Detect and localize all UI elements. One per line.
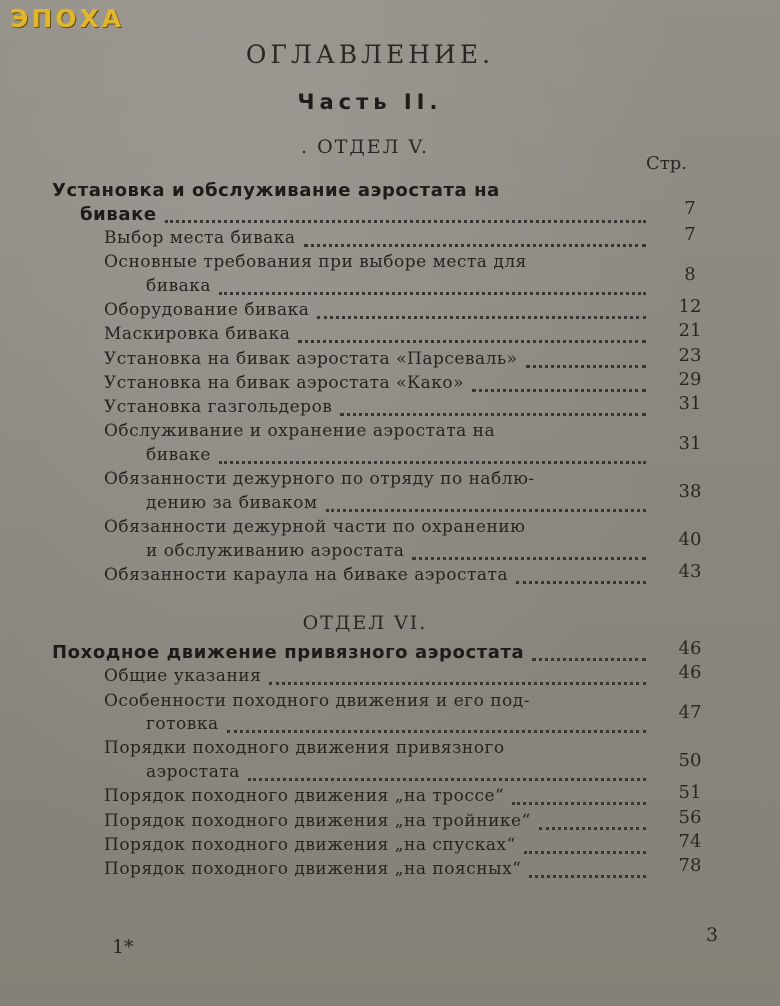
dot-leader: [529, 875, 646, 878]
toc-chapter-title: биваке: [80, 203, 157, 225]
toc-page-number: 78: [678, 855, 702, 877]
toc-entry-title: Установка на бивак аэростата «Парсеваль»: [104, 348, 518, 369]
dot-leader: [165, 220, 646, 223]
section-heading: ОТДЕЛ VI.: [302, 612, 428, 634]
toc-entry-title: Обязанности дежурной части по охранению: [104, 517, 526, 537]
toc-chapter-title: Установка и обслуживание аэростата на: [52, 180, 500, 201]
dot-leader: [532, 658, 646, 661]
toc-page-number: 29: [678, 368, 702, 390]
printer-signature: 1*: [112, 936, 134, 958]
toc-entry-title: аэростата: [146, 761, 240, 782]
toc-page-number: 51: [678, 782, 702, 804]
toc-page-number: 40: [678, 528, 702, 550]
toc-page-number: 50: [678, 749, 702, 771]
toc-entry-title: Маскировка бивака: [104, 324, 291, 345]
toc-page-number: 47: [678, 702, 702, 724]
toc-entry-title: Обслуживание и охранение аэростата на: [104, 421, 496, 442]
dot-leader: [326, 509, 646, 512]
toc-page-number: 46: [678, 662, 702, 684]
toc-entry-title: готовка: [146, 714, 219, 735]
dot-leader: [340, 413, 646, 416]
toc-entry-title: бивака: [146, 275, 212, 296]
dot-leader: [248, 778, 646, 781]
dot-leader: [219, 461, 646, 464]
toc-entry-title: биваке: [146, 444, 211, 465]
toc-chapter-title: Походное движение привязного аэростата: [52, 642, 525, 663]
dot-leader: [219, 292, 646, 295]
toc-entry-title: Установка на бивак аэростата «Како»: [104, 372, 465, 393]
toc-entry-title: Установка газгольдеров: [104, 397, 333, 418]
dot-leader: [524, 851, 646, 854]
dot-leader: [472, 389, 646, 392]
toc-entry-title: Обязанности дежурного по отряду по наблю-: [104, 469, 535, 490]
toc-page-number: 12: [678, 295, 702, 317]
toc-entry-title: Порядок походного движения „на спусках“: [104, 834, 516, 855]
toc-entry-title: и обслуживанию аэростата: [146, 540, 405, 561]
dot-leader: [516, 581, 646, 584]
section-heading: . ОТДЕЛ V.: [301, 136, 429, 158]
toc-entry-title: Порядки походного движения привязного: [104, 738, 505, 759]
page-column-label: Стр.: [646, 153, 687, 174]
toc-entry-title: Порядок походного движения „на троссе“: [104, 786, 505, 807]
dot-leader: [304, 244, 646, 247]
toc-page-number: 74: [678, 830, 702, 852]
page-title: ОГЛАВЛЕНИЕ.: [245, 40, 495, 69]
dot-leader: [269, 682, 646, 685]
toc-page-number: 46: [678, 638, 702, 659]
toc-entry-title: Порядок походного движения „на поясных“: [104, 859, 522, 880]
dot-leader: [227, 730, 646, 733]
toc-page-number: 38: [678, 480, 702, 502]
toc-entry-title: Общие указания: [104, 666, 262, 687]
watermark-logo: ЭПОХА: [10, 4, 125, 33]
part-title: Часть II.: [297, 90, 443, 114]
toc-page-number: 8: [684, 263, 696, 285]
toc-page-number: 21: [678, 320, 702, 342]
toc-page-number: 43: [678, 560, 702, 582]
dot-leader: [298, 340, 646, 343]
dot-leader: [539, 827, 646, 830]
dot-leader: [526, 365, 646, 368]
page-number: 3: [706, 924, 719, 946]
dot-leader: [317, 316, 646, 319]
toc-page-number: 23: [678, 344, 702, 366]
toc-page-number: 7: [684, 223, 696, 245]
toc-page-number: 56: [678, 806, 702, 828]
toc-entry-title: дению за биваком: [146, 492, 318, 513]
toc-page-number: 31: [678, 432, 702, 454]
dot-leader: [412, 557, 646, 560]
toc-entry-title: Особенности походного движения и его под-: [104, 690, 530, 711]
toc-page-number: 7: [684, 197, 696, 219]
dot-leader: [512, 802, 646, 805]
toc-entry-title: Оборудование бивака: [104, 299, 310, 320]
toc-entry-title: Основные требования при выборе места для: [104, 252, 527, 273]
toc-entry-title: Порядок походного движения „на тройнике“: [104, 810, 531, 831]
toc-entry-title: Выбор места бивака: [104, 227, 296, 248]
toc-entry-title: Обязанности караула на биваке аэростата: [104, 564, 509, 585]
toc-page-number: 31: [678, 393, 702, 415]
